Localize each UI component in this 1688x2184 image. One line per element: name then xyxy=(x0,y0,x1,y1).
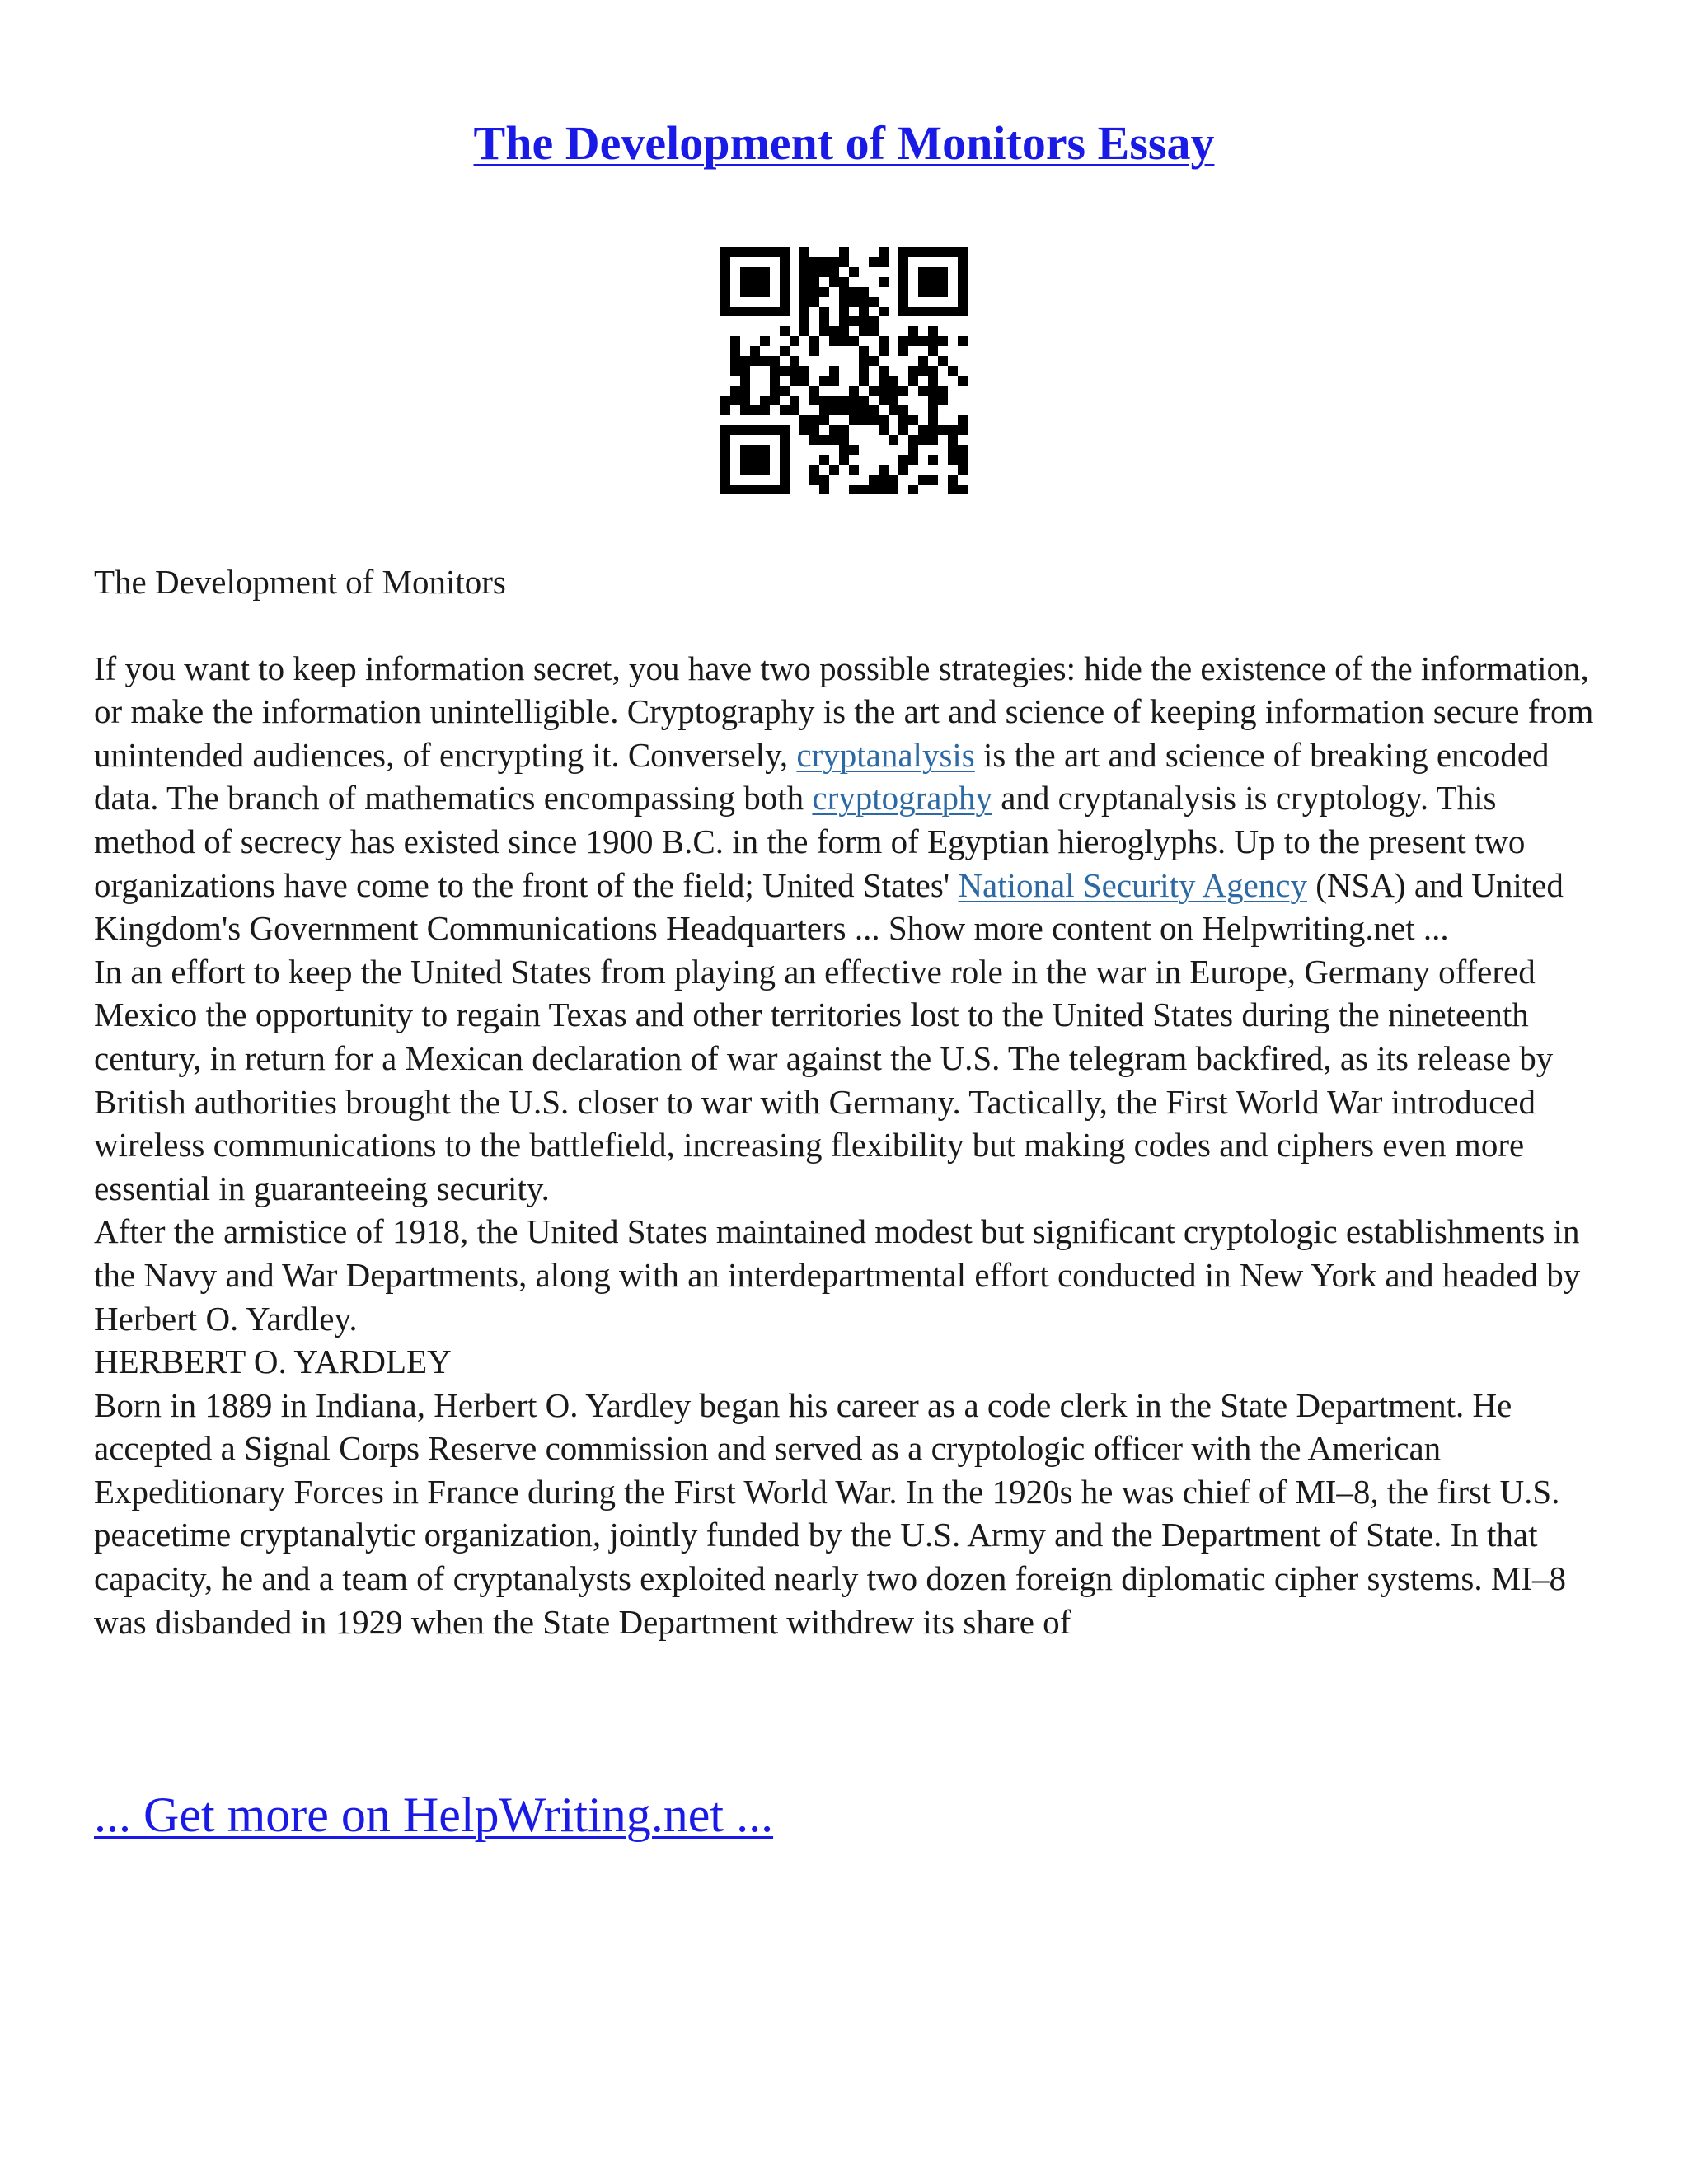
paragraph-intro xyxy=(94,647,1602,950)
essay-body xyxy=(94,560,1602,1643)
more-link-container xyxy=(94,1787,773,1844)
section-heading-yardley: HERBERT O. YARDLEY xyxy=(94,1343,452,1381)
paragraph-intro-text-c: and cryptanalysis is cryptology. This method of secrecy has existed since 1900 B.C. in the form of Egyptian hieroglyphs. Up to the present two organizations have come to the front of the field; United States' xyxy=(94,779,1526,904)
title-container xyxy=(0,115,1688,171)
paragraph-intro-text-d: (NSA) and United Kingdom's Government Communications Headquarters ... Show more content on Helpwriting.net ... xyxy=(94,865,1564,948)
nsa-link[interactable]: National Security Agency xyxy=(958,865,1307,904)
get-more-link[interactable]: ... Get more on HelpWriting.net ... xyxy=(94,1788,774,1842)
cryptanalysis-link[interactable]: cryptanalysis xyxy=(796,735,975,774)
paragraph-yardley: Born in 1889 in Indiana, Herbert O. Yardley began his career as a code clerk in the State Department. He accepted a Signal Corps Reserve commission and served as a cryptologic officer with the American Expeditionary Forces in France during the First World War. In the 1920s he was chief of MI–8, the first U.S. peacetime cryptanalytic organization, jointly funded by the U.S. Army and the Department of State. In that capacity, he and a team of cryptanalysts exploited nearly two dozen foreign diplomatic cipher systems. MI–8 was disbanded in 1929 when the State Department withdrew its share of xyxy=(94,1385,1566,1641)
paragraph-telegram: In an effort to keep the United States from playing an effective role in the war in Europe, Germany offered Mexico the opportunity to regain Texas and other territories lost to the United States during the nineteenth century, in return for a Mexican declaration of war against the U.S. The telegram backfired, as its release by British authorities brought the U.S. closer to war with Germany. Tactically, the First World War introduced wireless communications to the battlefield, increasing flexibility but making codes and ciphers even more essential in guaranteeing security. xyxy=(94,952,1554,1207)
essay-subtitle: The Development of Monitors xyxy=(94,563,506,601)
paragraph-armistice: After the armistice of 1918, the United States maintained modest but significant cryptologic establishments in the Navy and War Departments, along with an interdepartmental effort conducted in New York and headed by Herbert O. Yardley. xyxy=(94,1212,1581,1338)
qr-code-icon xyxy=(720,247,968,494)
essay-title-link[interactable]: The Development of Monitors Essay xyxy=(473,116,1215,170)
paragraph-intro-text-a: If you want to keep information secret, you have two possible strategies: hide the existence of the information, or make the information unintelligible. Cryptography is the art and science of keeping information secure from unintended audiences, of encrypting it. Conversely, xyxy=(94,649,1594,774)
cryptography-link[interactable]: cryptography xyxy=(812,779,992,818)
paragraph-intro-text-b: is the art and science of breaking encoded data. The branch of mathematics encompassing both xyxy=(94,735,1550,818)
